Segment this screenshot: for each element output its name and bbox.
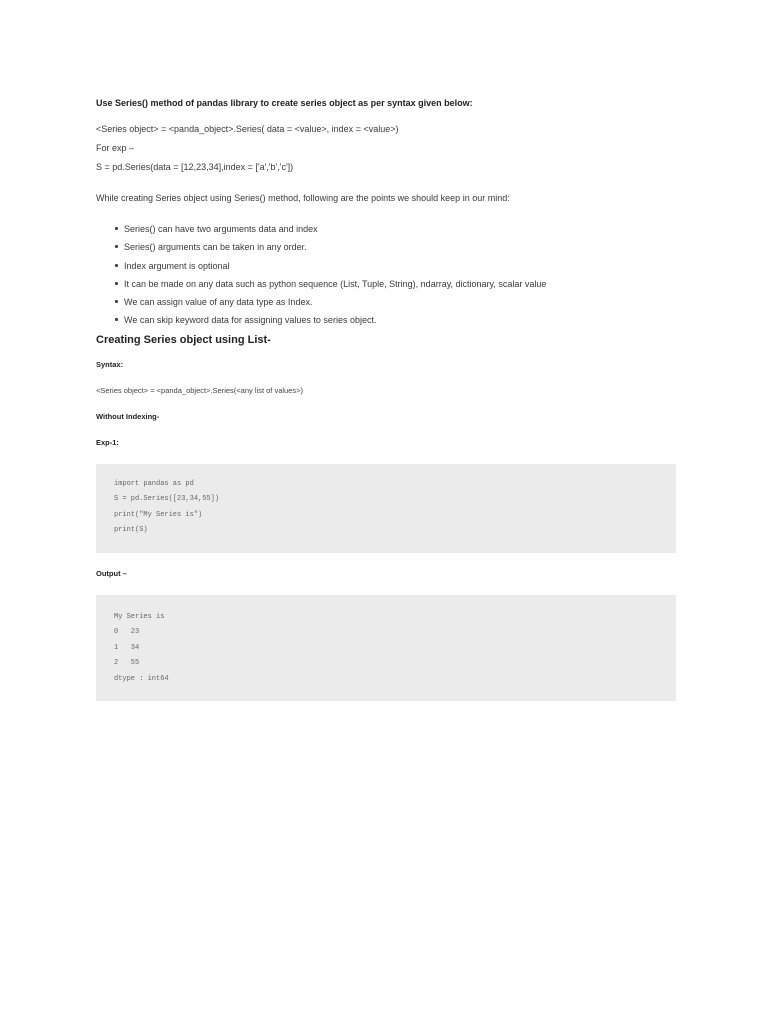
intro-paragraph: While creating Series object using Series() method, following are the points we should keep in our mind: — [96, 193, 510, 203]
output-line: My Series is — [114, 612, 165, 621]
list-item: We can skip keyword data for assigning values to series object. — [124, 315, 676, 325]
code-block — [96, 464, 676, 553]
section-title: Creating Series object using List- — [96, 333, 271, 346]
output-line: 1 34 — [114, 643, 140, 652]
for-example-label: For exp – — [96, 143, 135, 153]
syntax-list-line: <Series object> = <panda_object>.Series(<any list of values>) — [96, 385, 304, 395]
example-1-label: Exp-1: — [96, 437, 119, 447]
example-line: S = pd.Series(data = [12,23,34],index = ['a','b','c']) — [96, 162, 294, 172]
list-item: Series() arguments can be taken in any order. — [124, 242, 676, 252]
list-item: Series() can have two arguments data and index — [124, 224, 676, 234]
output-line: 0 23 — [114, 628, 140, 637]
list-item: We can assign value of any data type as Index. — [124, 297, 676, 307]
syntax-label: Syntax: — [96, 359, 124, 369]
code-line: print("My Series is") — [114, 510, 203, 519]
without-indexing-label: Without Indexing- — [96, 411, 160, 421]
output-line: dtype : int64 — [114, 674, 169, 683]
list-item: It can be made on any data such as python sequence (List, Tuple, String), ndarray, dictionary, scalar value — [124, 279, 676, 289]
output-block — [96, 595, 676, 702]
document-page — [96, 98, 676, 717]
code-line: S = pd.Series([23,34,55]) — [114, 495, 220, 504]
output-label: Output – — [96, 568, 127, 578]
list-item: Index argument is optional — [124, 261, 676, 271]
code-line: import pandas as pd — [114, 479, 194, 488]
syntax-line: <Series object> = <panda_object>.Series( data = <value>, index = <value>) — [96, 124, 399, 134]
output-line: 2 55 — [114, 659, 140, 668]
code-line: print(S) — [114, 526, 148, 535]
points-list — [96, 224, 676, 325]
instruction-heading: Use Series() method of pandas library to create series object as per syntax given below: — [96, 98, 473, 108]
